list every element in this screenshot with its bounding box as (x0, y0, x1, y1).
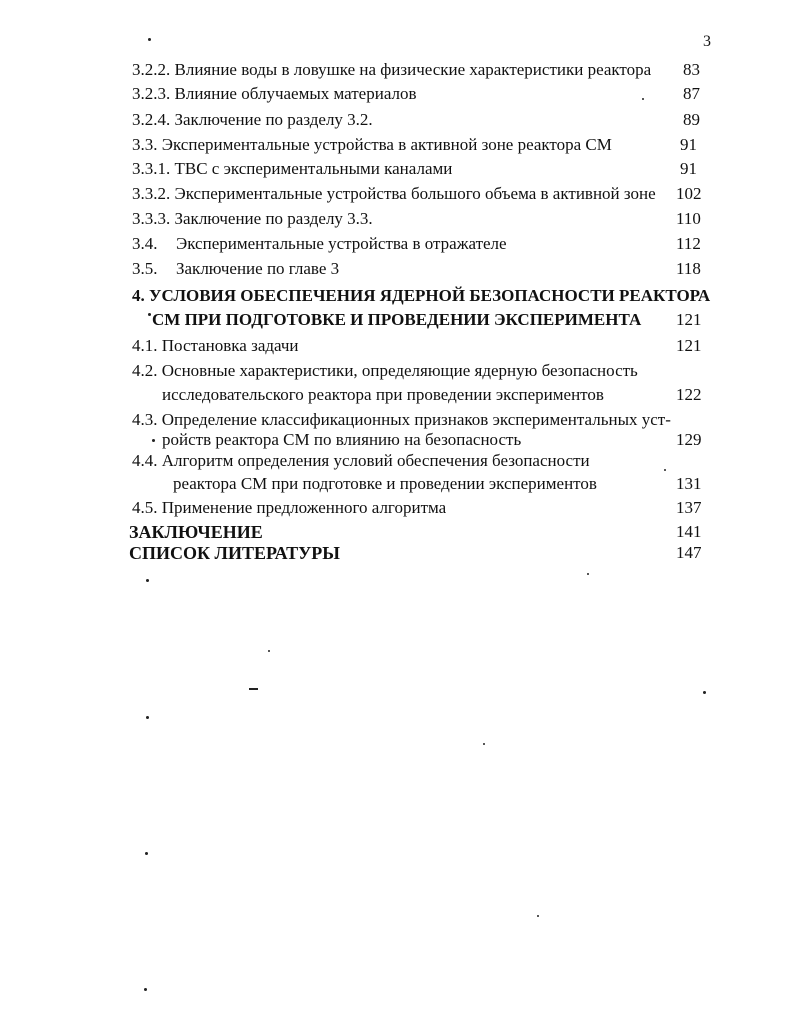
toc-page: 110 (676, 209, 701, 228)
toc-title: исследовательского реактора при проведении экспериментов (162, 385, 604, 404)
scan-speck (144, 988, 147, 991)
toc-page: 129 (676, 430, 702, 449)
toc-number: 3.4. (132, 234, 158, 253)
scan-speck (483, 743, 485, 745)
toc-page: 112 (676, 234, 701, 253)
toc-references (0, 541, 798, 565)
scan-speck (249, 688, 258, 690)
toc-title: 3.2.3. Влияние облучаемых материалов (132, 84, 417, 103)
toc-title: СПИСОК ЛИТЕРАТУРЫ (129, 543, 340, 563)
toc-page: 131 (676, 474, 702, 493)
scan-speck (148, 313, 151, 316)
toc-title: реактора СМ при подготовке и проведении экспериментов (173, 474, 597, 493)
scan-speck (145, 852, 148, 855)
scan-speck (664, 469, 666, 471)
toc-title: СМ ПРИ ПОДГОТОВКЕ И ПРОВЕДЕНИИ ЭКСПЕРИМЕНТА (152, 310, 642, 329)
toc-entry (0, 207, 798, 231)
toc-entry (0, 157, 798, 181)
toc-entry-cont (0, 472, 798, 496)
toc-title: 4. УСЛОВИЯ ОБЕСПЕЧЕНИЯ ЯДЕРНОЙ БЕЗОПАСНОСТИ РЕАКТОРА (132, 286, 711, 305)
toc-title: 3.3.1. ТВС с экспериментальными каналами (132, 159, 453, 178)
toc-chapter-heading-cont (0, 308, 798, 332)
toc-title: 4.2. Основные характеристики, определяющие ядерную безопасность (132, 361, 638, 380)
scan-speck (146, 579, 149, 582)
scan-speck (642, 98, 644, 100)
toc-page: 91 (680, 159, 697, 178)
scan-speck (537, 915, 539, 917)
toc-page: 91 (680, 135, 697, 154)
toc-title: 3.3. Экспериментальные устройства в активной зоне реактора СМ (132, 135, 612, 154)
toc-page: 121 (676, 310, 702, 329)
toc-page: 137 (676, 498, 702, 517)
scan-speck (146, 716, 149, 719)
page-number: 3 (703, 33, 711, 50)
toc-page: 89 (683, 110, 700, 129)
toc-title: ройств реактора СМ по влиянию на безопасность (162, 430, 522, 449)
toc-entry (0, 257, 798, 281)
toc-page: 147 (676, 543, 702, 562)
toc-page: 141 (676, 522, 702, 541)
toc-page: 121 (676, 336, 702, 355)
scan-speck (587, 573, 589, 575)
scan-speck (148, 38, 151, 41)
toc-entry (0, 108, 798, 132)
toc-title: 4.4. Алгоритм определения условий обеспечения безопасности (132, 451, 590, 470)
toc-entry (0, 449, 798, 473)
toc-entry (0, 133, 798, 157)
scan-speck (268, 650, 270, 652)
toc-entry (0, 232, 798, 256)
toc-title: 4.1. Постановка задачи (132, 336, 299, 355)
toc-number: 3.5. (132, 259, 158, 278)
toc-entry (0, 496, 798, 520)
scan-speck (152, 439, 155, 442)
toc-title: 3.2.4. Заключение по разделу 3.2. (132, 110, 373, 129)
toc-title: 3.3.2. Экспериментальные устройства большого объема в активной зоне (132, 184, 656, 203)
toc-chapter-heading (0, 284, 798, 308)
toc-page: 118 (676, 259, 701, 278)
toc-title: ЗАКЛЮЧЕНИЕ (129, 522, 263, 542)
toc-entry (0, 182, 798, 206)
toc-title: Экспериментальные устройства в отражателе (176, 234, 507, 253)
toc-title: 4.3. Определение классификационных признаков экспериментальных уст- (132, 410, 671, 429)
toc-entry (0, 58, 798, 82)
toc-page: 122 (676, 385, 702, 404)
toc-title: Заключение по главе 3 (176, 259, 340, 278)
toc-entry (0, 334, 798, 358)
toc-title: 3.2.2. Влияние воды в ловушке на физические характеристики реактора (132, 60, 652, 79)
toc-entry-cont (0, 383, 798, 407)
toc-page: 87 (683, 84, 700, 103)
scan-speck (703, 691, 706, 694)
toc-title: 3.3.3. Заключение по разделу 3.3. (132, 209, 373, 228)
toc-page: 102 (676, 184, 702, 203)
toc-entry (0, 359, 798, 383)
toc-entry (0, 82, 798, 106)
toc-title: 4.5. Применение предложенного алгоритма (132, 498, 447, 517)
toc-page: 83 (683, 60, 700, 79)
